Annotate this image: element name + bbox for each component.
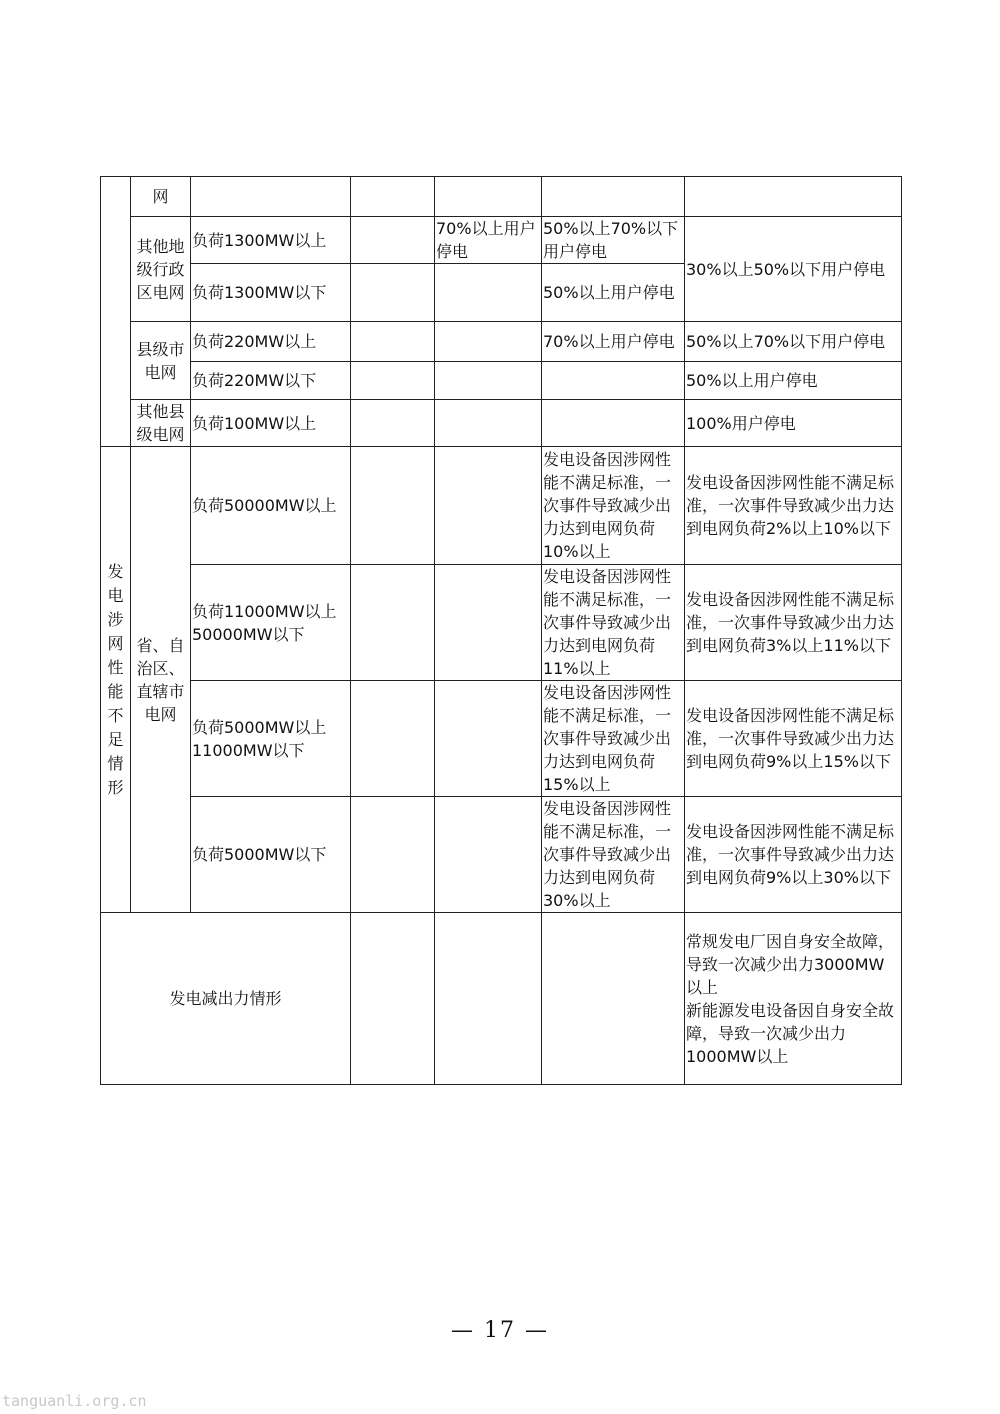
table-cell xyxy=(435,913,542,1085)
table-cell: 50%以上70%以下用户停电 xyxy=(685,322,902,362)
table-cell: 发电设备因涉网性能不满足标准，一次事件导致减少出力达到电网负荷9%以上15%以下 xyxy=(685,681,902,797)
table-cell xyxy=(435,264,542,322)
table-cell xyxy=(542,913,685,1085)
table-cell xyxy=(351,681,435,797)
table-cell: 发电设备因涉网性能不满足标准，一次事件导致减少出力达到电网负荷30%以上 xyxy=(542,797,685,913)
table-cell xyxy=(435,177,542,217)
table-cell: 负荷5000MW以上11000MW以下 xyxy=(191,681,351,797)
table-cell: 负荷50000MW以上 xyxy=(191,447,351,565)
table-cell xyxy=(351,400,435,447)
table-cell xyxy=(351,362,435,400)
table-cell: 发电设备因涉网性能不满足标准，一次事件导致减少出力达到电网负荷15%以上 xyxy=(542,681,685,797)
table-cell: 100%用户停电 xyxy=(685,400,902,447)
incident-classification-table xyxy=(100,176,902,1085)
table-row xyxy=(101,400,902,447)
table-cell: 负荷1300MW以下 xyxy=(191,264,351,322)
table-cell xyxy=(685,913,902,1085)
table-cell: 50%以上用户停电 xyxy=(685,362,902,400)
table-row xyxy=(101,217,902,264)
table-cell: 发电设备因涉网性能不满足标准，一次事件导致减少出力达到电网负荷3%以上11%以下 xyxy=(685,565,902,681)
table-cell xyxy=(191,177,351,217)
table-cell xyxy=(351,565,435,681)
table-cell xyxy=(351,797,435,913)
table-cell: 负荷220MW以下 xyxy=(191,362,351,400)
table-cell: 负荷1300MW以上 xyxy=(191,217,351,264)
table-cell xyxy=(351,913,435,1085)
table-cell xyxy=(351,322,435,362)
table-cell xyxy=(542,400,685,447)
table-cell: 50%以上70%以下用户停电 xyxy=(542,217,685,264)
table-cell xyxy=(101,177,131,447)
table-cell xyxy=(685,177,902,217)
table-cell: 负荷11000MW以上50000MW以下 xyxy=(191,565,351,681)
table-cell xyxy=(435,362,542,400)
table-cell: 发电设备因涉网性能不满足标准，一次事件导致减少出力达到电网负荷11%以上 xyxy=(542,565,685,681)
table-row xyxy=(101,681,902,797)
table-cell: 发电减出力情形 xyxy=(101,913,351,1085)
table-cell xyxy=(435,681,542,797)
table-cell: 网 xyxy=(131,177,191,217)
table-cell: 发电设备因涉网性能不满足标准，一次事件导致减少出力达到电网负荷2%以上10%以下 xyxy=(685,447,902,565)
table-row xyxy=(101,913,902,1085)
table-row xyxy=(101,362,902,400)
table-cell: 省、自治区、直辖市电网 xyxy=(131,447,191,913)
table-row xyxy=(101,447,902,565)
table-cell xyxy=(351,264,435,322)
table-row xyxy=(101,322,902,362)
cell-paragraph: 新能源发电设备因自身安全故障，导致一次减少出力1000MW以上 xyxy=(686,1000,895,1066)
table-cell xyxy=(542,362,685,400)
table-cell xyxy=(435,565,542,681)
page-number: — 17 — xyxy=(451,1318,549,1343)
table-cell: 70%以上用户停电 xyxy=(435,217,542,264)
table-row xyxy=(101,797,902,913)
table-cell xyxy=(351,217,435,264)
table-cell: 负荷100MW以上 xyxy=(191,400,351,447)
table-cell: 发电设备因涉网性能不满足标准，一次事件导致减少出力达到电网负荷9%以上30%以下 xyxy=(685,797,902,913)
watermark: tanguanli.org.cn xyxy=(2,1392,147,1410)
table-cell: 负荷220MW以上 xyxy=(191,322,351,362)
table-cell xyxy=(435,400,542,447)
table-cell xyxy=(101,447,131,913)
table-cell xyxy=(435,322,542,362)
table-cell xyxy=(542,177,685,217)
cell-paragraph: 常规发电厂因自身安全故障，导致一次减少出力3000MW以上 xyxy=(686,931,895,997)
table-cell xyxy=(435,797,542,913)
table-cell: 70%以上用户停电 xyxy=(542,322,685,362)
table-cell xyxy=(435,447,542,565)
table-cell: 50%以上用户停电 xyxy=(542,264,685,322)
table-cell: 其他地级行政区电网 xyxy=(131,217,191,322)
table-cell xyxy=(351,177,435,217)
section-label: 发电涉网性能不足情形 xyxy=(107,561,124,797)
table-cell: 其他县级电网 xyxy=(131,400,191,447)
table-cell xyxy=(351,447,435,565)
table-cell: 发电设备因涉网性能不满足标准，一次事件导致减少出力达到电网负荷10%以上 xyxy=(542,447,685,565)
table-row xyxy=(101,565,902,681)
table-cell: 负荷5000MW以下 xyxy=(191,797,351,913)
table-cell: 县级市电网 xyxy=(131,322,191,400)
table-row xyxy=(101,177,902,217)
table-cell: 30%以上50%以下用户停电 xyxy=(685,217,902,322)
